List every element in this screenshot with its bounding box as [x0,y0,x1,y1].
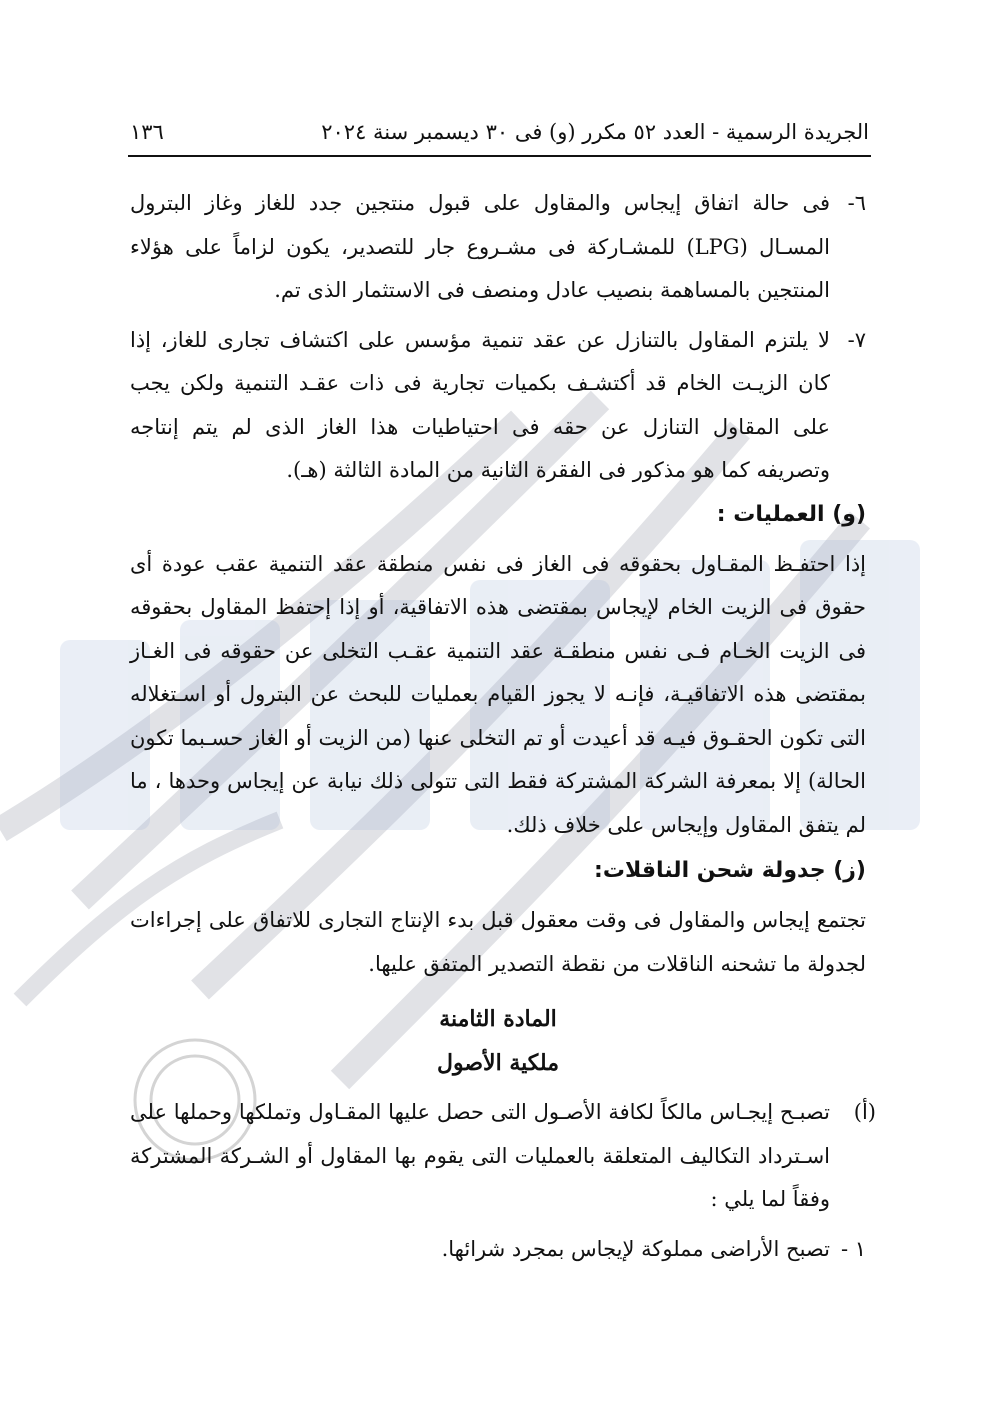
item-text: تصبـح إيجـاس مالكاً لكافة الأصـول التى حصل عليها المقـاول وتملكها وحملها على اسـترداد التكاليف المتعلقة بالعمليات التى يقوم بها المقاول أو الشـركة المشتركة وفقاً لما يلي : [130,1100,830,1211]
list-item [130,1228,866,1272]
section-heading-operations: (و) العمليات : [716,501,866,527]
article-title: المادة الثامنة [439,1006,557,1032]
gazette-title: الجريدة الرسمية - العدد ٥٢ مكرر (و) فى ٣٠ ديسمبر سنة ٢٠٢٤ [321,120,869,144]
page-number: ١٣٦ [130,120,164,144]
item-text: لا يلتزم المقاول بالتنازل عن عقد تنمية مؤسس على اكتشاف تجارى للغاز، إذا كان الزيـت الخام قد أكتشـف بكميات تجارية فى ذات عقـد التنمية ولكن يجب على المقاول التنازل عن حقه فى احتياطيات هذا الغاز الذى لم يتم إنتاجه وتصريفه كما هو مذكور فى الفقرة الثانية من المادة الثالثة (هـ). [130,327,830,482]
item-number: ٦- [847,191,866,215]
item-number: ٧- [847,327,866,352]
section-heading-tanker-scheduling: (ز) جدولة شحن الناقلات: [594,858,866,883]
item-number: ١ - [840,1236,866,1261]
item-number: (أ) [853,1100,876,1124]
header-rule [128,155,871,157]
page-header [130,112,869,152]
item-text: فى حالة اتفاق إيجاس والمقاول على قبول منتجين جدد للغاز وغاز البترول المسـال (LPG) للمشـاركة فى مشـروع جار للتصدير، يكون لزاماً على هؤلاء المنتجين بالمساهمة بنصيب عادل ومنصف فى الاستثمار الذى تم. [130,191,830,302]
item-text: تصبح الأراضى مملوكة لإيجاس بمجرد شرائها. [441,1236,830,1261]
list-item [130,319,866,493]
list-item [130,182,866,313]
body-content [130,182,876,1271]
list-item [130,1091,876,1222]
section-paragraph: إذا احتفـظ المقـاول بحقوقه فى الغاز فى نفس منطقة عقد التنمية عقب عودة أى حقوق فى الزيت الخام لإيجاس بمقتضى هذه الاتفاقية، أو إذا إحتفظ المقاول بحقوقه فى الزيت الخـام فـى نفس منطقـة عقد التنمية عقـب التخلى عن حقوقه فى الغـاز بمقتضى هذه الاتفاقيـة، فإنـه لا يجوز القيام بعمليات للبحث عن البترول أو اسـتغلاله التى تكون الحقـوق فيـه قد أعيدت أو تم التخلى عنها (من الزيت أو الغاز حسـبما تكون الحالة) إلا بمعرفة الشركة المشتركة فقط التى تتولى ذلك نيابة عن إيجاس وحدها ، ما لم يتفق المقاول وإيجاس على خلاف ذلك. [130,551,866,837]
article-subject: ملكية الأصول [437,1049,559,1076]
section-paragraph: تجتمع إيجاس والمقاول فى وقت معقول قبل بدء الإنتاج التجارى للاتفاق على إجراءات لجدولة ما تشحنه الناقلات من نقطة التصدير المتفق عليها. [130,908,866,976]
